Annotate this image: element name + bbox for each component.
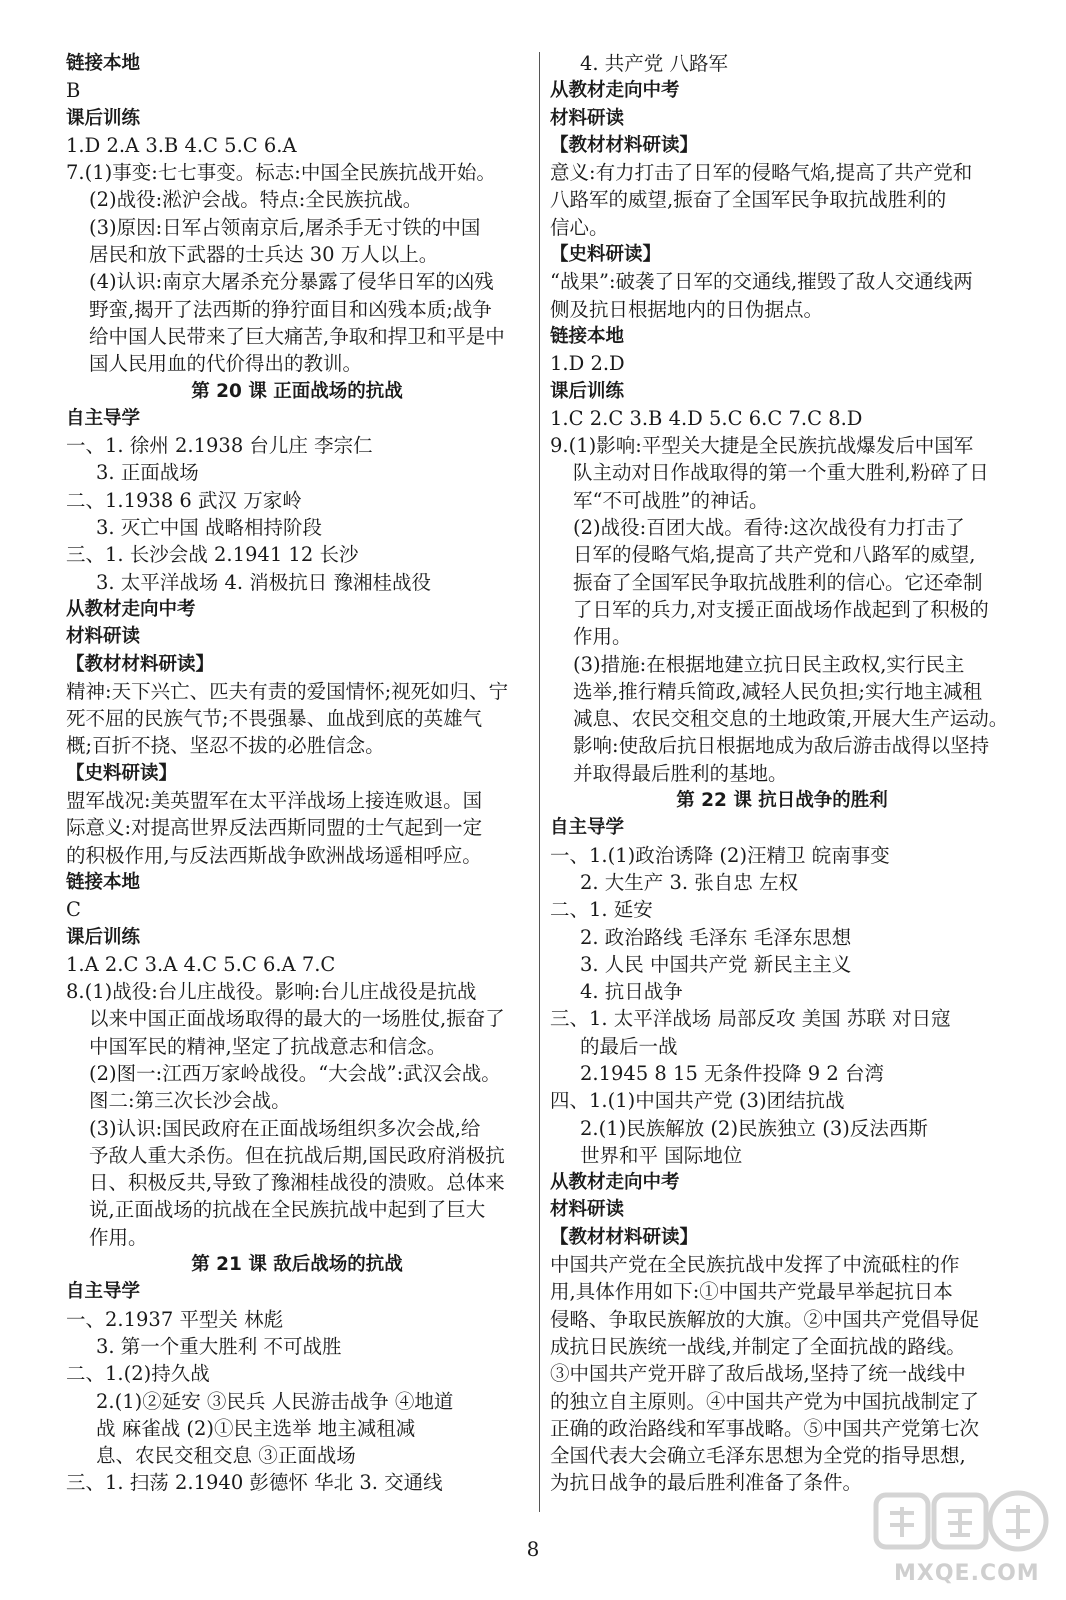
text-line: 3. 人民 中国共产党 新民主主义 (580, 952, 852, 976)
text-line: 军“不可战胜”的神话。 (573, 488, 769, 512)
text-line: “战果”:破袭了日军的交通线,摧毁了敌人交通线两 (550, 270, 973, 294)
text-line: 以来中国正面战场取得的最大的一场胜仗,振奋了 (89, 1007, 505, 1031)
watermark-text: MXQE.COM (894, 1561, 1040, 1586)
text-line: 予敌人重大杀伤。但在抗战后期,国民政府消极抗 (89, 1143, 505, 1167)
watermark-seal-icon (872, 1485, 1052, 1565)
section-heading: 课后训练 (66, 107, 141, 129)
text-line: 说,正面战场的抗战在全民族抗战中起到了巨大 (89, 1198, 486, 1222)
text-line: 给中国人民带来了巨大痛苦,争取和捍卫和平是中 (89, 324, 505, 348)
text-line: (4)认识:南京大屠杀充分暴露了侵华日军的凶残 (89, 270, 494, 294)
text-line: 一、1. 徐州 2.1938 台儿庄 李宗仁 (66, 434, 373, 458)
text-line: (2)战役:淞沪会战。特点:全民族抗战。 (89, 188, 423, 212)
text-line: 际意义:对提高世界反法西斯同盟的士气起到一定 (66, 816, 483, 840)
text-line: 二、1.1938 6 武汉 万家岭 (66, 488, 302, 512)
section-heading: 从教材走向中考 (550, 1172, 680, 1194)
text-line: 国人民用血的代价得出的教训。 (89, 352, 363, 376)
text-line: 2.(1)民族解放 (2)民族独立 (3)反法西斯 (580, 1116, 928, 1140)
text-line: 2.1945 8 15 无条件投降 9 2 台湾 (580, 1061, 884, 1085)
text-line: 的独立自主原则。④中国共产党为中国抗战制定了 (550, 1389, 980, 1413)
section-heading: 链接本地 (66, 53, 141, 74)
section-heading: 从教材走向中考 (66, 598, 196, 620)
text-line: 1.D 2.D (550, 352, 625, 376)
text-line: 战 麻雀战 (2)①民主选举 地主减租减 (96, 1416, 416, 1440)
text-line: 八路军的威望,振奋了全国军民争取抗战胜利的 (550, 188, 947, 212)
text-line: 3. 灭亡中国 战略相持阶段 (96, 516, 323, 540)
text-line: 二、1.(2)持久战 (66, 1362, 210, 1386)
text-line: 三、1. 太平洋战场 局部反攻 美国 苏联 对日寇 (550, 1007, 951, 1031)
text-line: 死不屈的民族气节;不畏强暴、血战到底的英雄气 (66, 707, 483, 731)
text-line: 野蛮,揭开了法西斯的狰狞面目和凶残本质;战争 (89, 297, 492, 321)
section-heading: 从教材走向中考 (550, 80, 680, 102)
text-line: 的积极作用,与反法西斯战争欧洲战场遥相呼应。 (66, 843, 482, 867)
text-line: 2. 政治路线 毛泽东 毛泽东思想 (580, 925, 852, 949)
text-line: 二、1. 延安 (550, 898, 653, 922)
text-line: 2. 大生产 3. 张自忠 左权 (580, 870, 799, 894)
text-line: 盟军战况:美英盟军在太平洋战场上接连败退。国 (66, 789, 483, 813)
section-heading: 课后训练 (550, 380, 625, 402)
right-column (550, 50, 1014, 1497)
text-line: (2)图一:江西万家岭战役。“大会战”:武汉会战。 (89, 1061, 501, 1085)
section-heading: 【教材材料研读】 (550, 1226, 699, 1248)
text-line: 息、农民交租交息 ③正面战场 (96, 1444, 356, 1468)
text-line: 四、1.(1)中国共产党 (3)团结抗战 (550, 1089, 845, 1113)
section-heading: 课后训练 (66, 926, 141, 948)
text-line: 1.A 2.C 3.A 4.C 5.C 6.A 7.C (66, 952, 336, 976)
text-line: 意义:有力打击了日军的侵略气焰,提高了共产党和 (550, 161, 973, 185)
text-line: 7.(1)事变:七七事变。标志:中国全民族抗战开始。 (66, 161, 496, 185)
text-line: 正确的政治路线和军事战略。⑤中国共产党第七次 (550, 1416, 980, 1440)
text-line: 为抗日战争的最后胜利准备了条件。 (550, 1471, 863, 1495)
page-number: 8 (526, 1537, 540, 1561)
text-line: 图二:第三次长沙会战。 (89, 1089, 291, 1113)
text-line: 信心。 (550, 215, 609, 239)
text-line: (3)认识:国民政府在正面战场组织多次会战,给 (89, 1116, 481, 1140)
text-line: 2.(1)②延安 ③民兵 人民游击战争 ④地道 (96, 1389, 454, 1413)
text-line: 3. 第一个重大胜利 不可战胜 (96, 1334, 342, 1358)
section-heading: 材料研读 (550, 107, 625, 129)
column-divider (539, 52, 540, 1512)
text-line: 三、1. 扫荡 2.1940 彭德怀 华北 3. 交通线 (66, 1471, 443, 1495)
text-line: 中国军民的精神,坚定了抗战意志和信念。 (89, 1034, 447, 1058)
text-line: 中国共产党在全民族抗战中发挥了中流砥柱的作 (550, 1253, 960, 1277)
text-line: 概;百折不挠、坚忍不拔的必胜信念。 (66, 734, 385, 758)
text-line: 精神:天下兴亡、匹夫有责的爱国情怀;视死如归、宁 (66, 679, 509, 703)
section-heading: 链接本地 (550, 325, 625, 347)
section-heading: 链接本地 (66, 871, 141, 893)
text-line: 影响:使敌后抗日根据地成为敌后游击战得以坚持 (573, 734, 990, 758)
text-line: 侧及抗日根据地内的日伪据点。 (550, 297, 824, 321)
text-line: 减息、农民交租交息的土地政策,开展大生产运动。 (573, 707, 1009, 731)
text-line: 作用。 (573, 625, 632, 649)
text-line: (3)措施:在根据地建立抗日民主政权,实行民主 (573, 652, 965, 676)
text-line: 4. 抗日战争 (580, 980, 683, 1004)
text-line: 的最后一战 (580, 1034, 678, 1058)
section-heading: 【教材材料研读】 (550, 134, 699, 156)
text-line: 选举,推行精兵简政,减轻人民负担;实行地主减租 (573, 679, 982, 703)
text-line: 日军的侵略气焰,提高了共产党和八路军的威望, (573, 543, 976, 567)
text-line: 一、1.(1)政治诱降 (2)汪精卫 皖南事变 (550, 843, 890, 867)
text-line: 世界和平 国际地位 (580, 1143, 743, 1167)
text-line: 侵略、争取民族解放的大旗。②中国共产党倡导促 (550, 1307, 980, 1331)
text-line: 队主动对日作战取得的第一个重大胜利,粉碎了日 (573, 461, 989, 485)
section-heading: 材料研读 (66, 626, 141, 648)
section-heading: 自主导学 (550, 817, 625, 839)
text-line: 振奋了全国军民争取抗战胜利的信心。它还牵制 (573, 570, 983, 594)
text-line: 8.(1)战役:台儿庄战役。影响:台儿庄战役是抗战 (66, 980, 477, 1004)
section-heading: 【教材材料研读】 (66, 653, 215, 675)
lesson-title: 第 20 课 正面战场的抗战 (191, 380, 403, 402)
text-line: 了日军的兵力,对支援正面战场作战起到了积极的 (573, 597, 989, 621)
section-heading: 【史料研读】 (550, 244, 662, 266)
text-line: 三、1. 长沙会战 2.1941 12 长沙 (66, 543, 359, 567)
section-heading: 自主导学 (66, 1281, 141, 1303)
text-line: 3. 太平洋战场 4. 消极抗日 豫湘桂战役 (96, 570, 432, 594)
text-line: 作用。 (89, 1225, 148, 1249)
section-heading: 自主导学 (66, 407, 141, 429)
text-line: 1.D 2.A 3.B 4.C 5.C 6.A (66, 133, 297, 157)
text-line: 一、2.1937 平型关 林彪 (66, 1307, 284, 1331)
left-column (66, 50, 528, 1497)
text-line: ③中国共产党开辟了敌后战场,坚持了统一战线中 (550, 1362, 966, 1386)
watermark-logo (872, 1485, 1052, 1590)
text-line: 4. 共产党 八路军 (580, 52, 729, 75)
text-line: 全国代表大会确立毛泽东思想为全党的指导思想, (550, 1444, 966, 1468)
text-line: B (66, 79, 81, 103)
lesson-title: 第 21 课 敌后战场的抗战 (191, 1254, 403, 1276)
text-line: 9.(1)影响:平型关大捷是全民族抗战爆发后中国军 (550, 434, 974, 458)
lesson-title: 第 22 课 抗日战争的胜利 (676, 790, 888, 812)
text-line: 用,具体作用如下:①中国共产党最早举起抗日本 (550, 1280, 953, 1304)
text-line: 居民和放下武器的士兵达 30 万人以上。 (89, 243, 439, 267)
text-line: 日、积极反共,导致了豫湘桂战役的溃败。总体来 (89, 1171, 505, 1195)
text-line: C (66, 898, 81, 922)
text-line: 成抗日民族统一战线,并制定了全面抗战的路线。 (550, 1334, 966, 1358)
text-line: (3)原因:日军占领南京后,屠杀手无寸铁的中国 (89, 215, 481, 239)
section-heading: 【史料研读】 (66, 762, 178, 784)
text-line: 并取得最后胜利的基地。 (573, 761, 788, 785)
text-line: 1.C 2.C 3.B 4.D 5.C 6.C 7.C 8.D (550, 406, 863, 430)
section-heading: 材料研读 (550, 1199, 625, 1221)
text-line: 3. 正面战场 (96, 461, 199, 485)
text-line: (2)战役:百团大战。看待:这次战役有力打击了 (573, 516, 965, 540)
